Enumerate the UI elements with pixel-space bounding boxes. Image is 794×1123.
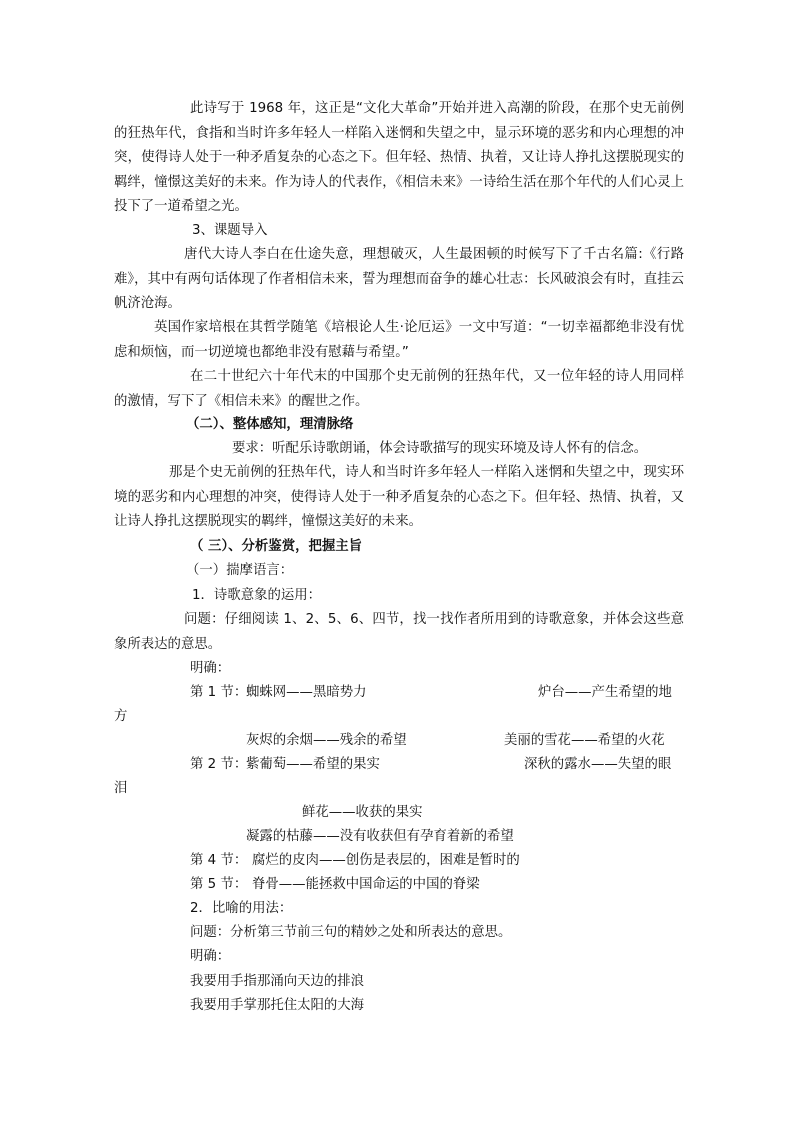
section-2-image-b-cont: 泪 <box>114 781 128 796</box>
section-2-image-c: 鲜花——收获的果实 <box>302 805 423 820</box>
section-1-image-a: 蜘蛛网——黑暗势力 <box>246 685 367 700</box>
answer-label-2: 明确： <box>190 949 231 964</box>
poem-line-2: 我要用手掌那托住太阳的大海 <box>190 998 365 1013</box>
question-imagery: 问题：仔细阅读 1、2、5、6、四节，找一找作者所用到的诗歌意象，并体会这些意象所表达的意思。 <box>114 612 684 652</box>
section-1-image-b: 炉台——产生希望的地 <box>538 685 672 700</box>
section-1-image-c: 灰烬的余烟——残余的希望 <box>246 733 407 748</box>
paragraph-sixties: 在二十世纪六十年代末的中国那个史无前例的狂热年代，又一位年轻的诗人用同样的激情，写下了《相信未来》的醒世之作。 <box>114 369 684 409</box>
section-2-image-a: 紫葡萄——希望的果实 <box>246 757 380 772</box>
section-2-label: 第 2 节： <box>190 757 248 772</box>
answer-label-1: 明确： <box>190 661 231 676</box>
section-2-image-b: 深秋的露水——失望的眼 <box>524 757 672 772</box>
subheading-imagery: 1．诗歌意象的运用： <box>192 588 322 603</box>
poem-line-1: 我要用手指那涌向天边的排浪 <box>190 974 365 989</box>
heading-lesson-intro: 3、课题导入 <box>192 223 268 238</box>
section-4-image-a: 腐烂的皮肉——创伤是表层的，困难是暂时的 <box>252 853 520 868</box>
paragraph-background: 此诗写于 1968 年，这正是“文化大革命”开始并进入高潮的阶段，在那个史无前例的狂热年代，食指和当时许多年轻人一样陷入迷惘和失望之中，显示环境的恶劣和内心理想的冲突，使得诗人处于一种矛盾复杂的心态之下。但年轻、热情、执着，又让诗人挣扎这摆脱现实的羁绊，憧憬这美好的未来。作为诗人的代表作，《相信未来》一诗给生活在那个年代的人们心灵上投下了一道希望之光。 <box>114 101 684 214</box>
section-1-image-d: 美丽的雪花——希望的火花 <box>504 733 665 748</box>
heading-overall-perception: （二）、整体感知，理清脉络 <box>186 417 354 432</box>
question-metaphor: 问题：分析第三节前三句的精妙之处和所表达的意思。 <box>190 925 512 940</box>
section-4-label: 第 4 节： <box>190 853 248 868</box>
requirement-text: 要求：听配乐诗歌朗诵，体会诗歌描写的现实环境及诗人怀有的信念。 <box>232 441 648 456</box>
subheading-language: （一）揣摩语言： <box>186 563 294 578</box>
section-1-image-b-cont: 方 <box>114 709 128 724</box>
paragraph-li-bai: 唐代大诗人李白在仕途失意，理想破灭，人生最困顿的时候写下了千古名篇:《行路难》，其中有两句话体现了作者相信未来，誓为理想而奋争的雄心壮志：长风破浪会有时，直挂云帆济沧海。 <box>114 247 684 311</box>
paragraph-bacon: 英国作家培根在其哲学随笔《培根论人生·论厄运》一文中写道：“一切幸福都绝非没有忧虑和烦恼，而一切逆境也都绝非没有慰藉与希望。” <box>114 320 684 360</box>
paragraph-era: 那是个史无前例的狂热年代，诗人和当时许多年轻人一样陷入迷惘和失望之中，现实环境的恶劣和内心理想的冲突，使得诗人处于一种矛盾复杂的心态之下。但年轻、热情、执着，又让诗人挣扎这摆脱现实的羁绊，憧憬这美好的未来。 <box>114 465 684 529</box>
heading-analysis: （ 三）、分析鉴赏，把握主旨 <box>190 539 363 554</box>
subheading-metaphor: 2．比喻的用法： <box>190 901 293 916</box>
section-5-image-a: 脊骨——能拯救中国命运的中国的脊梁 <box>252 877 480 892</box>
section-2-image-d: 凝露的枯藤——没有收获但有孕育着新的希望 <box>246 829 514 844</box>
section-1-label: 第 1 节： <box>190 685 248 700</box>
section-5-label: 第 5 节： <box>190 877 248 892</box>
